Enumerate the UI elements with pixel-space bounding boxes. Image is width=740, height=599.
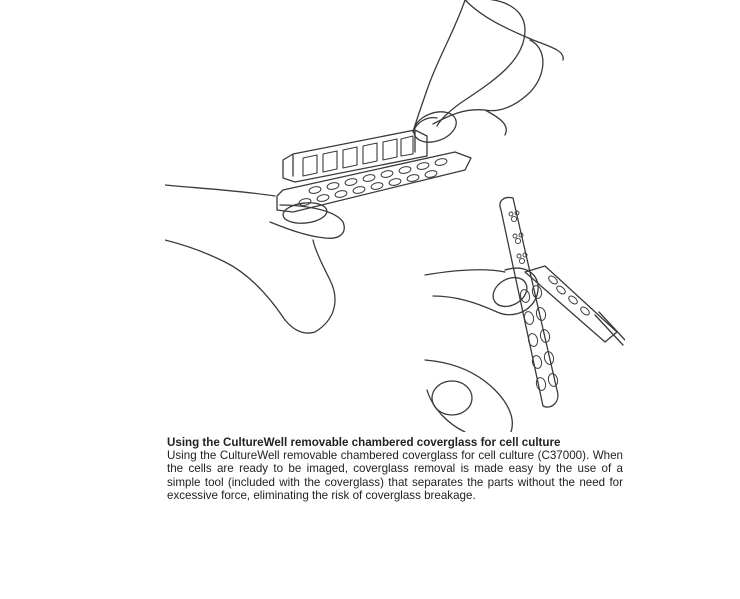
upper-hand-thumb <box>437 0 525 126</box>
separated-slide <box>525 266 617 342</box>
hands-removing-chambered-coverglass-illustration-icon <box>165 0 625 432</box>
lower-right-thumbnail <box>488 272 532 313</box>
coverglass-illustration <box>165 0 625 432</box>
vertical-slide-wells <box>519 285 559 392</box>
lower-right-knuckle <box>432 381 472 415</box>
upper-hand-finger <box>433 40 543 135</box>
upper-thumbnail <box>410 106 461 147</box>
figure-caption <box>167 436 623 502</box>
caption-title: Using the CultureWell removable chambered coverglass for cell culture <box>167 436 561 449</box>
caption-body: Using the CultureWell removable chambered coverglass for cell culture (C37000). When the cells are ready to be imaged, coverglass removal is made easy by the use of a simple tool (included with the coverglass) that separates the parts without the need for excessive force, eliminating the risk of coverglass breakage. <box>167 449 623 502</box>
lower-left-fingernail <box>282 201 328 225</box>
separation-tool <box>595 312 625 345</box>
